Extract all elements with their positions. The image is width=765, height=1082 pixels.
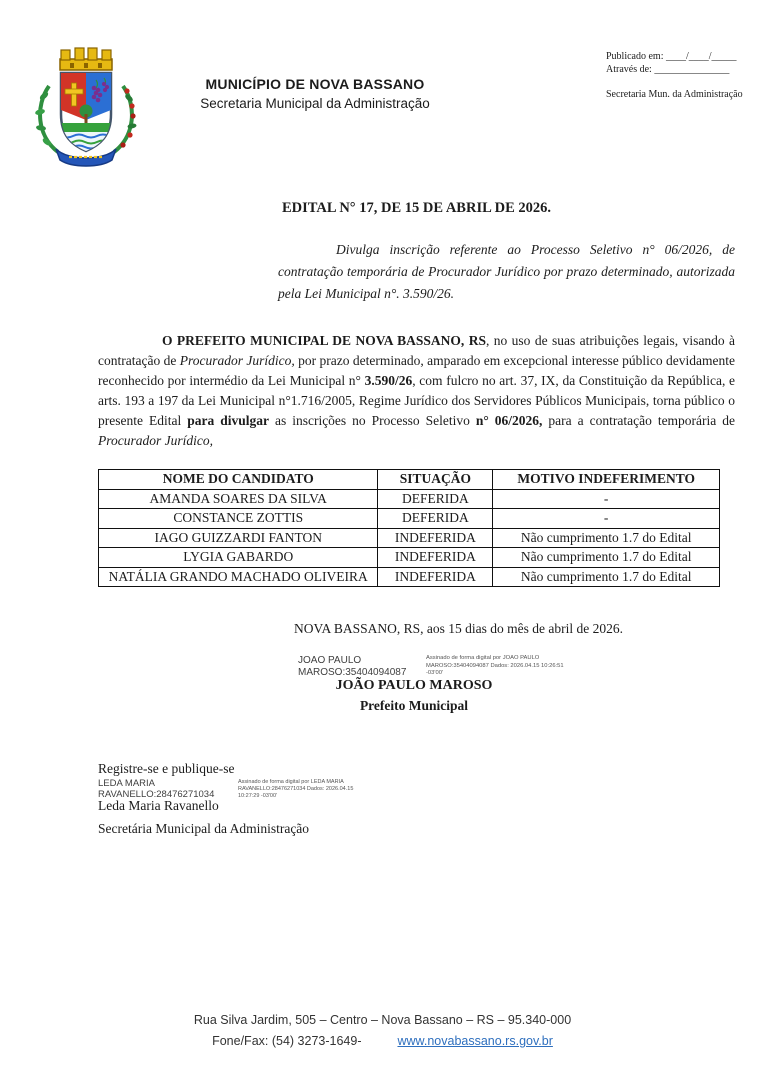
column-header-status: SITUAÇÃO xyxy=(378,470,493,490)
column-header-name: NOME DO CANDIDATO xyxy=(99,470,378,490)
municipality-coat-of-arms-icon xyxy=(30,36,142,168)
edital-body-paragraph: O PREFEITO MUNICIPAL DE NOVA BASSANO, RS, no uso de suas atribuições legais, visando à contratação de Procurador Jurídico, por prazo determinado, amparado em excepcional interesse público devidamente reconhecido por intermédio da Lei Municipal n° 3.590/26, com fulcro no art. 37, IX, da Constituição da República, e arts. 193 a 197 da Lei Municipal n°1.716/2005, Regime Jurídico dos Servidores Públicos Municipais, torna público o presente Edital para divulgar as inscrições no Processo Seletivo n° 06/2026, para a contratação temporária de Procurador Jurídico, xyxy=(98,333,736,448)
letterhead xyxy=(150,76,480,111)
edital-summary: Divulga inscrição referente ao Processo Seletivo n° 06/2026, de contratação temporária de Procurador Jurídico por prazo determinado, autorizada pela Lei Municipal n°. 3.590/26. xyxy=(278,242,735,301)
footer-website-link[interactable]: www.novabassano.rs.gov.br xyxy=(397,1034,553,1048)
table-cell: Não cumprimento 1.7 do Edital xyxy=(493,528,720,548)
table-cell: INDEFERIDA xyxy=(378,548,493,568)
table-cell: LYGIA GABARDO xyxy=(99,548,378,568)
table-row xyxy=(99,528,720,548)
document-content xyxy=(98,180,735,837)
mayor-stamp-name: JOAO PAULO MAROSO:35404094087 xyxy=(298,655,407,678)
mayor-name: JOÃO PAULO MAROSO xyxy=(335,678,493,693)
column-header-reason: MOTIVO INDEFERIMENTO xyxy=(493,470,720,490)
publication-secretary-line: Secretaria Mun. da Administração xyxy=(606,89,743,100)
table-cell: DEFERIDA xyxy=(378,489,493,509)
footer-address: Rua Silva Jardim, 505 – Centro – Nova Bassano – RS – 95.340-000 xyxy=(193,1013,572,1027)
register-publish-line: Registre-se e publique-se xyxy=(98,761,235,776)
table-cell: Não cumprimento 1.7 do Edital xyxy=(493,548,720,568)
published-through-line: Através de: _______________ xyxy=(606,64,730,75)
secretary-name: Leda Maria Ravanello xyxy=(98,798,219,813)
table-cell: - xyxy=(493,509,720,529)
table-cell: INDEFERIDA xyxy=(378,567,493,587)
table-cell: NATÁLIA GRANDO MACHADO OLIVEIRA xyxy=(99,567,378,587)
page-footer xyxy=(0,1012,765,1050)
secretary-role: Secretária Municipal da Administração xyxy=(98,821,310,836)
mayor-role: Prefeito Municipal xyxy=(359,698,469,713)
secretary-stamp-name: LEDA MARIA RAVANELLO:28476271034 xyxy=(98,778,215,800)
secretary-digital-signature-stamp xyxy=(98,778,735,800)
mayor-stamp-details: Assinado de forma digital por JOAO PAULO MAROSO:35404094087 Dados: 2026.04.15 10:26:51 -03'00' xyxy=(426,655,564,676)
table-row xyxy=(99,567,720,587)
published-on-line: Publicado em: ____/____/_____ xyxy=(606,51,737,62)
municipality-name: MUNICÍPIO DE NOVA BASSANO xyxy=(205,76,425,92)
secretary-stamp-details: Assinado de forma digital por LEDA MARIA RAVANELLO:28476271034 Dados: 2026.04.15 10:27:29 -03'00' xyxy=(238,779,354,799)
department-name: Secretaria Municipal da Administração xyxy=(200,96,430,111)
table-cell: Não cumprimento 1.7 do Edital xyxy=(493,567,720,587)
mayor-signature-block xyxy=(98,657,735,757)
table-cell: - xyxy=(493,489,720,509)
edital-title: EDITAL N° 17, DE 15 DE ABRIL DE 2026. xyxy=(281,200,551,216)
table-cell: DEFERIDA xyxy=(378,509,493,529)
table-cell: AMANDA SOARES DA SILVA xyxy=(99,489,378,509)
table-row xyxy=(99,489,720,509)
table-cell: IAGO GUIZZARDI FANTON xyxy=(99,528,378,548)
mayor-digital-signature-stamp xyxy=(298,655,581,679)
publication-block xyxy=(606,50,764,101)
table-header-row xyxy=(99,470,720,490)
secretary-signature-block xyxy=(98,761,735,837)
table-cell: CONSTANCE ZOTTIS xyxy=(99,509,378,529)
table-cell: INDEFERIDA xyxy=(378,528,493,548)
table-row xyxy=(99,548,720,568)
table-row xyxy=(99,509,720,529)
footer-phone: Fone/Fax: (54) 3273-1649- xyxy=(212,1034,362,1048)
candidates-table xyxy=(98,469,720,587)
place-date-line: NOVA BASSANO, RS, aos 15 dias do mês de abril de 2026. xyxy=(294,621,624,636)
